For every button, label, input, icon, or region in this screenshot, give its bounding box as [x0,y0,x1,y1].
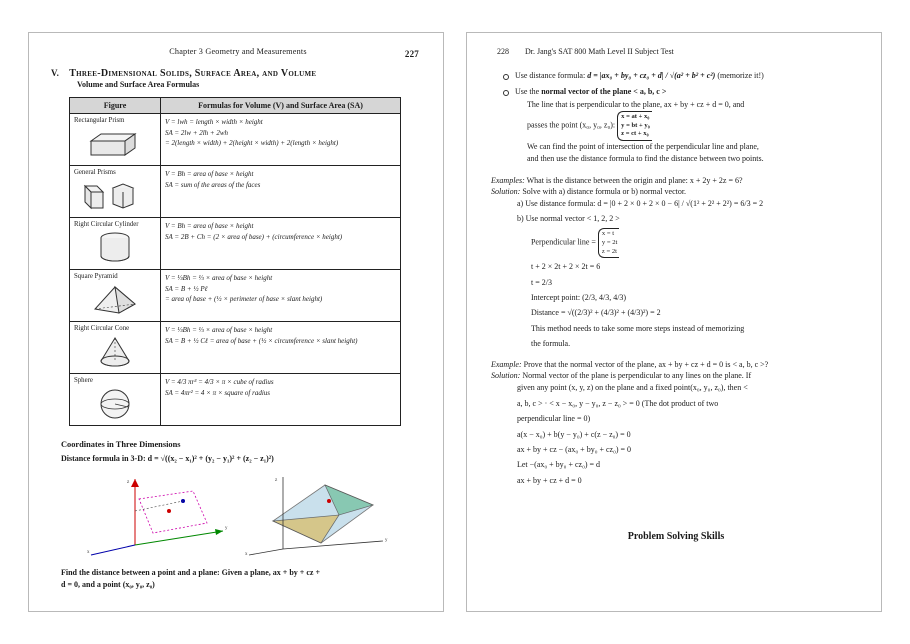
distance-formula-3d [61,454,425,463]
table-row [70,322,401,374]
bullet-normal-vector [515,86,861,165]
example-1-perpendicular-line [531,228,861,258]
system-brace [617,111,652,141]
right-running-head [497,47,861,56]
svg-text:z: z [126,480,130,485]
example-1 [491,176,861,185]
formula-line: SA = B + ½ Pℓ [165,284,208,293]
svg-text:y: y [384,538,388,543]
table-header-formulas: Formulas for Volume (V) and Surface Area (SA) [161,98,401,114]
bullet-list [515,70,861,166]
find-distance-line1: Find the distance between a point and a plane: Given a plane, ax + by + cz + [61,568,321,577]
param-eq-x: x = t [601,230,615,238]
graph-3d-axes-left [83,471,233,557]
example-1-step: Intercept point: (2/3, 4/3, 4/3) [530,292,627,302]
formula-line: V = ⅓Bh = ⅓ × area of base × height [165,274,273,282]
example-1-step: b) Use normal vector < 1, 2, 2 > [516,214,620,224]
example-2-line: ax + by + cz − (ax₀ + by₀ + cz₀) = 0 [516,445,632,455]
table-header-figure: Figure [70,98,161,114]
formula-cell [161,270,401,322]
normal-vector-line [527,111,861,141]
formula-line: V = ⅓Bh = ⅓ × area of base × height [165,326,273,334]
formula-line: SA = sum of the areas of the faces [165,180,261,189]
table-row [70,114,401,166]
formula-cell [161,374,401,426]
example-1-text: What is the distance between the origin and plane: x + 2y + 2z = 6? [526,175,743,185]
table-row [70,374,401,426]
section-heading [51,68,425,79]
figure-cell [70,114,161,166]
example-1-step: the formula. [530,339,571,349]
bullet-distance-formula [515,70,861,82]
formula-line: = 2(length × width) + 2(height × width) + 2(length × height) [165,139,339,147]
square-pyramid-icon [74,283,156,317]
general-prisms-icon [74,179,156,213]
table-row [70,218,401,270]
perpendicular-line-label: Perpendicular line = [530,238,596,248]
left-running-head-text: Chapter 3 Geometry and Measurements [169,47,307,56]
example-1-solution-label: Solution: [490,186,521,196]
cylinder-icon [74,231,156,265]
formula-cell [161,114,401,166]
figure-label: Sphere [74,377,93,384]
find-distance-text [61,567,425,591]
example-2-line: ax + by + cz + d = 0 [516,475,582,485]
example-1-solution-text: Solve with a) distance formula or b) normal vector. [522,186,687,196]
example-2-solution-line: Normal vector of the plane is perpendicular to any lines on the plane. If [522,371,752,381]
formula-line: V = Bh = area of base × height [165,222,254,230]
figure-label: Right Circular Cone [74,325,130,332]
distance-formula-label: Distance formula in 3-D: [61,454,146,463]
bullet-text-before: Use the [514,87,542,97]
param-eq-y: y = 2t [601,238,618,246]
figure-cell [70,322,161,374]
normal-vector-line: and then use the distance formula to find the distance between two points. [526,154,764,164]
example-2-label: Example: [490,360,522,370]
example-2-solution [491,371,861,380]
section-number: V. [51,68,60,78]
right-running-head-text: Dr. Jang's SAT 800 Math Level II Subject Test [524,47,674,56]
table-header-row [70,98,401,114]
formula-line: SA = 4πr² = 4 × π × square of radius [165,388,271,397]
rectangular-prism-icon [74,127,156,161]
formula-line: = area of base + (½ × perimeter of base × slant height) [165,295,323,303]
example-2-line: Let −(ax₀ + by₀ + cz₀) = d [516,460,601,470]
figure-label: Rectangular Prism [74,117,125,124]
param-eq-z: z = 2t [601,247,617,255]
right-page [466,32,882,612]
figure-cell [70,270,161,322]
param-eq-x: x = at + x₀ [621,113,650,121]
example-2-text: Prove that the normal vector of the plane, ax + by + cz + d = 0 is < a, b, c >? [523,360,769,370]
example-1-label: Examples: [490,175,525,185]
example-2-line: given any point (x, y, z) on the plane and a fixed point(x₀, y₀, z₀), then < [516,383,748,393]
table-row [70,270,401,322]
param-eq-z: z = ct + x₀ [621,130,649,138]
svg-text:y: y [224,526,228,531]
left-page [28,32,444,612]
figure-label: Square Pyramid [74,273,118,280]
distance-formula-expression: d = √((x₂ − x₁)² + (y₂ − y₁)² + (z₂ − z₁)²) [147,454,274,463]
formula-line: V = lwh = length × width × height [165,118,263,126]
find-distance-line2: d = 0, and a point (x₀, y₀, z₀) [61,580,155,589]
example-2-line: perpendicular line = 0) [516,414,591,424]
example-1-solution [491,187,861,196]
example-2 [491,360,861,369]
formula-line: SA = 2lw + 2lh + 2wh [165,128,229,137]
system-brace [598,228,619,258]
bullet-text-after: (memorize it!) [715,71,764,80]
param-eq-y: y = bt + y₀ [621,121,650,129]
figure-label: General Prisms [74,169,116,176]
formula-cell [161,166,401,218]
example-1-step: t + 2 × 2t + 2 × 2t = 6 [530,262,601,272]
formula-line: V = 4/3 πr³ = 4/3 × π × cube of radius [165,378,274,386]
normal-vector-line: The line that is perpendicular to the plane, ax + by + cz + d = 0, and [526,99,745,109]
section-subtitle: Volume and Surface Area Formulas [77,80,200,89]
figure-cell [70,374,161,426]
footer-heading: Problem Solving Skills [627,531,725,543]
formula-line: SA = B + ½ Cℓ = area of base + (½ × circumference × slant height) [165,336,358,345]
sphere-icon [74,387,156,421]
svg-text:x: x [244,552,248,557]
left-page-number: 227 [404,49,419,59]
figure-cell [70,166,161,218]
example-1-step: Distance = √((2/3)² + (4/3)² + (4/3)²) = 2 [530,308,661,318]
svg-text:x: x [86,550,90,555]
figure-cell [70,218,161,270]
example-2-line: a, b, c > · < x − x₀, y − y₀, z − z₀ > = 0 (The dot product of two [516,398,719,408]
example-2-line: a(x − x₀) + b(y − y₀) + c(z − z₀) = 0 [516,429,631,439]
figure-label: Right Circular Cylinder [74,221,139,228]
normal-vector-point: passes the point (x₀, y₀, z₀): [526,120,616,130]
bullet-formula: d = |ax₀ + by₀ + cz₀ + d| / √(a² + b² + c²) [587,71,716,80]
example-1-step: This method needs to take some more steps instead of memorizing [530,323,745,333]
normal-vector-line: We can find the point of intersection of the perpendicular line and plane, [526,141,759,151]
formula-cell [161,322,401,374]
example-1-step: a) Use distance formula: d = |0 + 2 × 0 + 2 × 0 − 6| / √(1² + 2² + 2²) = 6/3 = 2 [516,198,764,208]
formula-line: SA = 2B + Ch = (2 × area of base) + (circumference × height) [165,232,343,241]
coordinate-graphs [51,471,425,557]
formula-cell [161,218,401,270]
left-running-head [51,47,425,59]
table-row [70,166,401,218]
svg-text:z: z [274,478,278,483]
coordinates-heading: Coordinates in Three Dimensions [61,440,181,449]
example-2-solution-label: Solution: [490,371,521,381]
bullet-text-before: Use distance formula: [514,71,588,80]
formula-line: V = Bh = area of base × height [165,170,254,178]
right-page-number: 228 [496,47,509,56]
cone-icon [74,335,156,369]
bullet-bold-text: normal vector of the plane < a, b, c > [541,87,667,97]
graph-3d-axes-right [243,471,393,557]
section-title: Three-Dimensional Solids, Surface Area, and Volume [69,68,317,79]
formula-table [69,97,401,426]
example-1-step: t = 2/3 [530,277,552,287]
